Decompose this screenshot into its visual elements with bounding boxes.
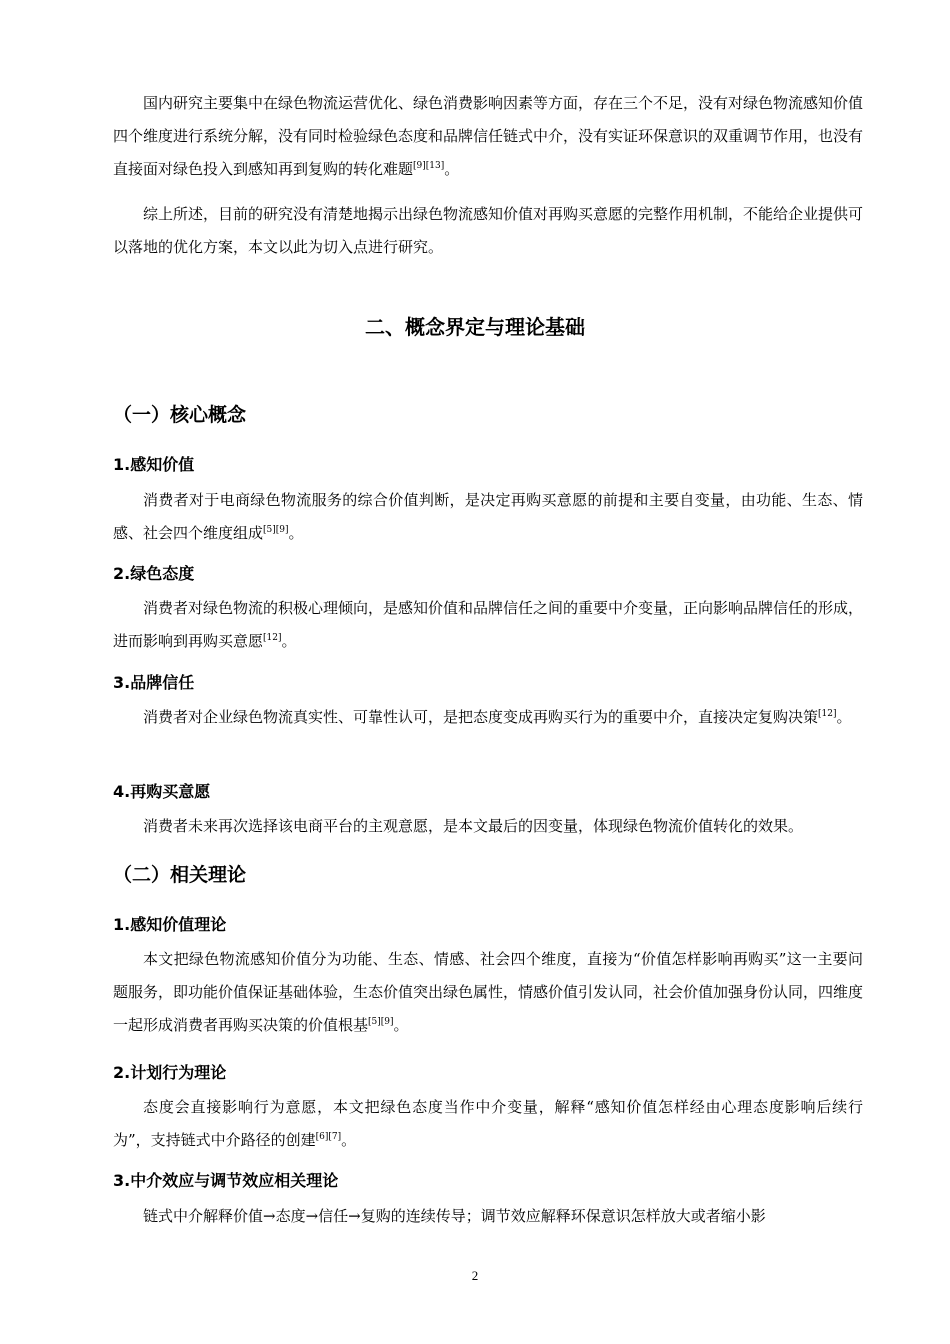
- citation-ref: [5][9]: [368, 1017, 394, 1027]
- chapter-title: 二、概念界定与理论基础: [365, 315, 585, 339]
- section-heading: （一）核心概念: [113, 404, 247, 426]
- subsection-heading: 1.感知价值理论: [113, 915, 227, 934]
- paragraph-text: 国内研究主要集中在绿色物流运营优化、绿色消费影响因素等方面，存在三个不足，没有对绿色物流感知价值四个维度进行系统分解，没有同时检验绿色态度和品牌信任链式中介，没有实证环保意识的双重调节作用，也没有直接面对绿色投入到感知再到复购的转化难题: [113, 94, 864, 178]
- body-paragraph: 消费者对于电商绿色物流服务的综合价值判断，是决定再购买意愿的前提和主要自变量，由功能、生态、情感、社会四个维度组成[5][9]。: [113, 491, 863, 542]
- citation-ref: [6][7]: [315, 1132, 342, 1142]
- body-paragraph: 综上所述，目前的研究没有清楚地揭示出绿色物流感知价值对再购买意愿的完整作用机制，不能给企业提供可以落地的优化方案，本文以此为切入点进行研究。: [113, 205, 864, 256]
- subsection-heading: 3.品牌信任: [113, 673, 195, 692]
- body-paragraph: 消费者对绿色物流的积极心理倾向，是感知价值和品牌信任之间的重要中介变量，正向影响品牌信任的形成，进而影响到再购买意愿[12]。: [113, 599, 864, 650]
- subsection-heading: 1.感知价值: [113, 455, 195, 474]
- body-paragraph: 态度会直接影响行为意愿，本文把绿色态度当作中介变量，解释“感知价值怎样经由心理态度影响后续行为”，支持链式中介路径的创建[6][7]。: [113, 1098, 863, 1149]
- citation-ref: [12]: [818, 709, 837, 719]
- section-heading: （二）相关理论: [113, 864, 247, 886]
- citation-ref: [9][13]: [413, 161, 445, 171]
- body-paragraph: 消费者对企业绿色物流真实性、可靠性认可，是把态度变成再购买行为的重要中介，直接决定复购决策[12]。: [143, 708, 852, 726]
- citation-ref: [12]: [263, 633, 282, 643]
- citation-ref: [5][9]: [263, 525, 289, 535]
- subsection-heading: 2.绿色态度: [113, 564, 195, 583]
- body-paragraph: 本文把绿色物流感知价值分为功能、生态、情感、社会四个维度，直接为“价值怎样影响再购买”这一主要问题服务，即功能价值保证基础体验，生态价值突出绿色属性，情感价值引发认同，社会价值加强身份认同，四维度一起形成消费者再购买决策的价值根基[5][9]。: [113, 950, 864, 1034]
- body-paragraph: [113, 87, 863, 186]
- paragraph-end: 。: [444, 160, 460, 178]
- subsection-heading: 2.计划行为理论: [113, 1063, 227, 1082]
- subsection-heading: 4.再购买意愿: [113, 782, 211, 801]
- body-paragraph: 链式中介解释价值→态度→信任→复购的连续传导；调节效应解释环保意识怎样放大或者缩小影: [143, 1207, 766, 1225]
- page-number: 2: [471, 1268, 479, 1283]
- body-paragraph: 消费者未来再次选择该电商平台的主观意愿，是本文最后的因变量，体现绿色物流价值转化的效果。: [143, 817, 804, 835]
- subsection-heading: 3.中介效应与调节效应相关理论: [113, 1171, 339, 1190]
